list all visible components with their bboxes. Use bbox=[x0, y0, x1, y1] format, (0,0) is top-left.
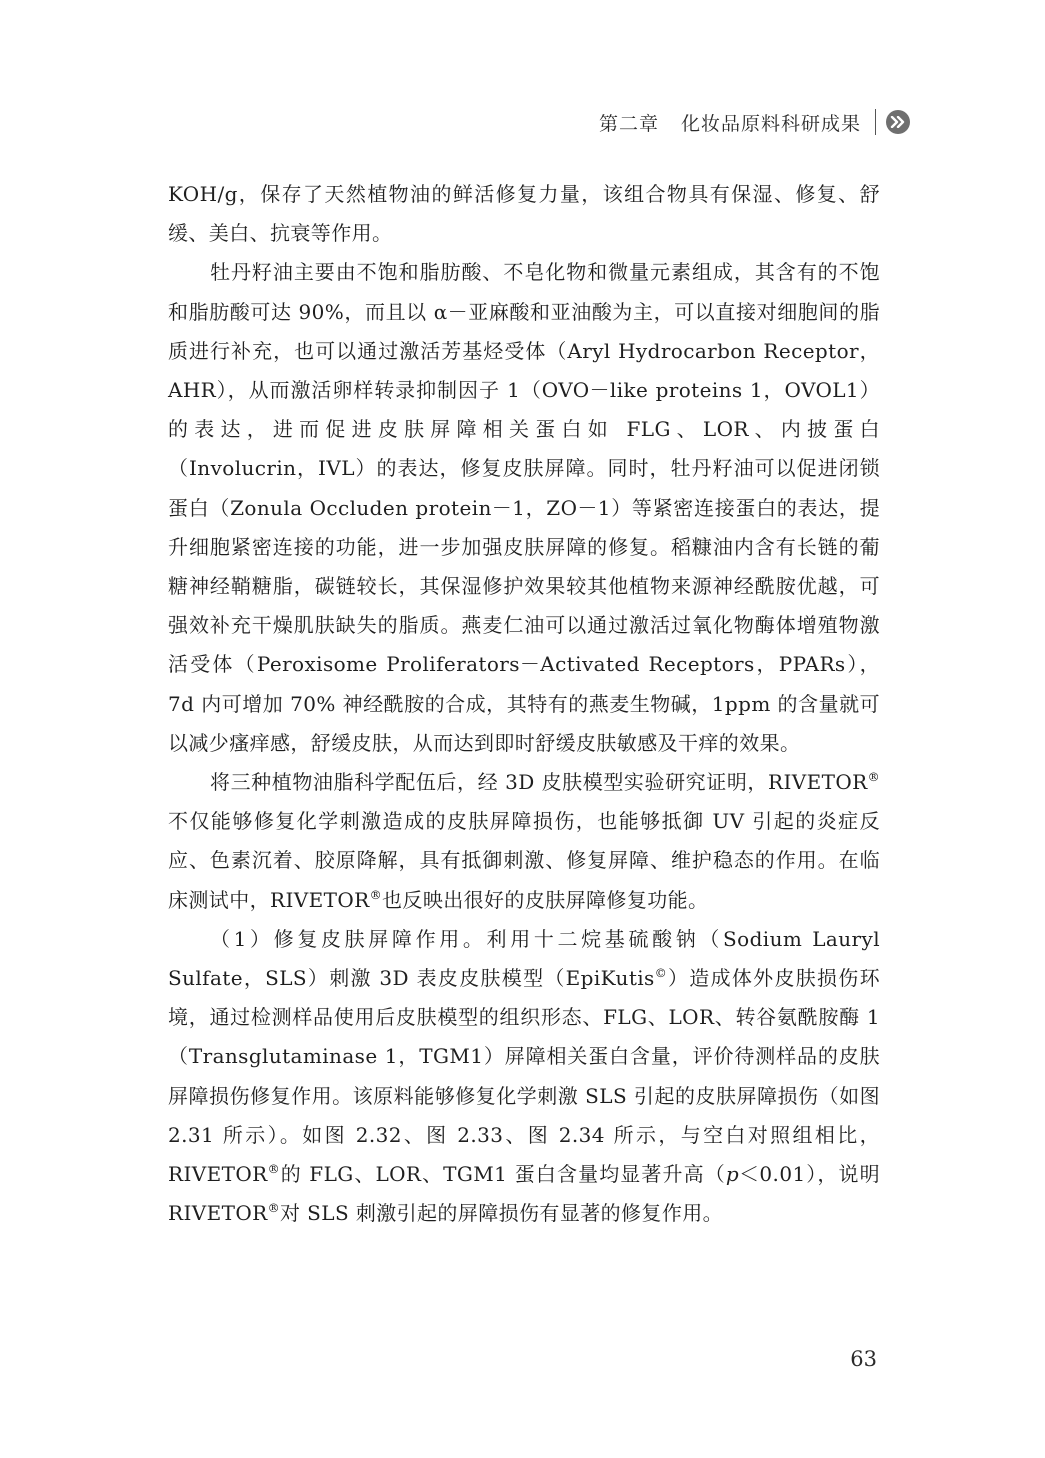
registered-mark: ® bbox=[267, 1162, 281, 1177]
text-span: 不仅能够修复化学刺激造成的皮肤屏障损伤，也能够抵御 UV 引起的炎症反应、色素沉着、胶原降解，具有抵御刺激、修复屏障、维护稳态的作用。在临床测试中，RIVETOR bbox=[168, 809, 880, 912]
registered-mark: ® bbox=[369, 887, 383, 902]
text-span: 也反映出很好的皮肤屏障修复功能。 bbox=[382, 887, 709, 912]
running-header bbox=[599, 108, 910, 136]
paragraph-rivetor-summary bbox=[168, 763, 880, 920]
header-divider bbox=[875, 109, 876, 135]
double-chevron-right-icon bbox=[886, 110, 910, 134]
text-span: 的 FLG、LOR、TGM1 蛋白含量均显著升高（ bbox=[280, 1162, 726, 1187]
paragraph-peony-seed-oil: 牡丹籽油主要由不饱和脂肪酸、不皂化物和微量元素组成，其含有的不饱和脂肪酸可达 90%，而且以 α－亚麻酸和亚油酸为主，可以直接对细胞间的脂质进行补充，也可以通过激活芳基烃受体（Aryl Hydrocarbon Receptor，AHR），从而激活卵样转录抑制因子 1（OVO－like proteins 1，OVOL1）的表达，进而促进皮肤屏障相关蛋白如 FLG、LOR、内披蛋白（Involucrin，IVL）的表达，修复皮肤屏障。同时，牡丹籽油可以促进闭锁蛋白（Zonula Occluden protein－1，ZO－1）等紧密连接蛋白的表达，提升细胞紧密连接的功能，进一步加强皮肤屏障的修复。稻糠油内含有长链的葡糖神经鞘糖脂，碳链较长，其保湿修护效果较其他植物来源神经酰胺优越，可强效补充干燥肌肤缺失的脂质。燕麦仁油可以通过激活过氧化物酶体增殖物激活受体（Peroxisome Proliferators－Activated Receptors，PPARs），7d 内可增加 70% 神经酰胺的合成，其特有的燕麦生物碱，1ppm 的含量就可以减少瘙痒感，舒缓皮肤，从而达到即时舒缓皮肤敏感及干痒的效果。 bbox=[168, 260, 880, 755]
paragraph-continued: KOH/g，保存了天然植物油的鲜活修复力量，该组合物具有保湿、修复、舒缓、美白、抗衰等作用。 bbox=[168, 182, 880, 246]
text-span: 对 SLS 刺激引起的屏障损伤有显著的修复作用。 bbox=[280, 1201, 724, 1226]
text-span: 将三种植物油脂科学配伍后，经 3D 皮肤模型实验研究证明，RIVETOR bbox=[210, 770, 868, 795]
p-value-symbol: p bbox=[725, 1162, 740, 1187]
chapter-number: 第二章 bbox=[598, 112, 659, 135]
chapter-title: 化妆品原料科研成果 bbox=[680, 112, 861, 135]
paragraph-barrier-repair bbox=[168, 920, 880, 1234]
page-number: 63 bbox=[850, 1347, 877, 1371]
text-span: （1）修复皮肤屏障作用。利用十二烷基硫酸钠（Sodium Lauryl Sulfate，SLS）刺激 3D 表皮皮肤模型（EpiKutis bbox=[168, 926, 880, 991]
text-span: ＜0.01），说明 RIVETOR bbox=[168, 1162, 880, 1226]
registered-mark: ® bbox=[867, 770, 880, 785]
text-span: ）造成体外皮肤损伤环境，通过检测样品使用后皮肤模型的组织形态、FLG、LOR、转谷氨酰胺酶 1（Transglutaminase 1，TGM1）屏障相关蛋白含量，评价待测样品的皮肤屏障损伤修复作用。该原料能够修复化学刺激 SLS 引起的皮肤屏障损伤（如图 2.31 所示）。如图 2.32、图 2.33、图 2.34 所示，与空白对照组相比，RIVETOR bbox=[168, 966, 880, 1187]
copyright-mark: © bbox=[654, 966, 668, 981]
registered-mark: ® bbox=[267, 1201, 281, 1216]
body-text bbox=[168, 175, 880, 1233]
